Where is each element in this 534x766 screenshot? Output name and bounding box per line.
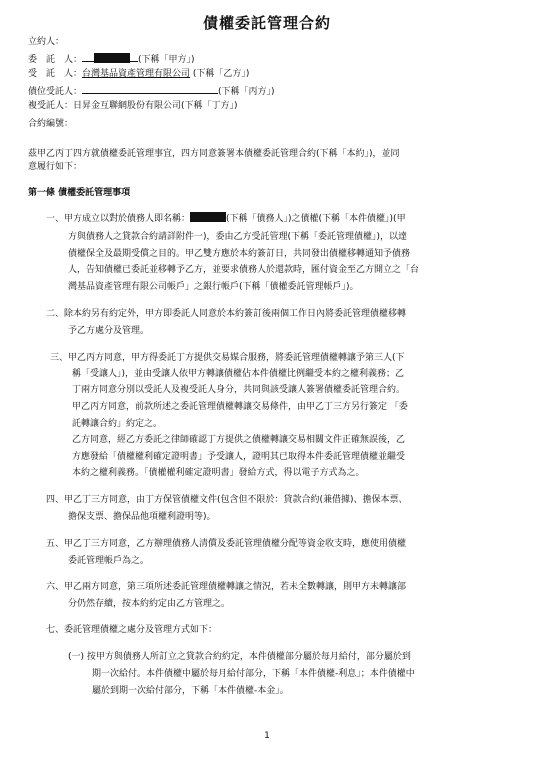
buyer-line: [28, 84, 275, 98]
item-6-line-1: 六、甲乙兩方同意，第三項所述委託管理債權轉讓之情況，若未全數轉讓，則甲方未轉讓部: [46, 582, 407, 592]
principal-suffix: (下稱「甲方」): [138, 55, 195, 65]
intro-line-2: 意履行如下：: [28, 162, 83, 172]
escrow-name: 日昇金互聯網股份有限公司(下稱「丁方」): [73, 101, 238, 111]
buyer-label: 債位受託人：: [28, 87, 83, 97]
item-3-line-1: 三、甲乙丙方同意，甲方得委託丁方提供交易媒合服務，將委託管理債權轉讓予第三人(下: [50, 353, 405, 363]
item-1-suffix: (下稱「債務人」)之債權(下稱「本件債權」)(甲: [226, 214, 406, 224]
item-3-line-7: 方應發給「債權權利確定證明書」予受讓人，證明其已取得本件委託管理債權並繼受: [72, 452, 406, 462]
item-5-line-1: 五、甲乙丁三方同意，乙方辦理債務人清償及委託管理債權分配等資金收支時，應使用債權: [46, 539, 407, 549]
redacted-debtor-name: [190, 212, 226, 222]
item-3-line-6: 乙方同意，經乙方委託之律師確認丁方提供之債權轉讓交易相關文件正確無誤後，乙: [72, 435, 406, 445]
sub-item-1-line-3: 屬於到期一次給付部分，下稱「本件債權-本金」。: [92, 686, 289, 696]
item-1-line-3: 債權保全及最期受償之目的。甲乙雙方應於本約簽訂日，共同發出債權移轉通知予債務: [68, 249, 411, 259]
item-3-line-4: 甲乙丙方同意，前款所述之委託管理債權轉讓交易條件，由甲乙丁三方另行簽定 「委: [72, 402, 408, 412]
document-title: 債權委託管理合約: [202, 14, 331, 32]
signatory-label: 立約人：: [28, 37, 65, 47]
principal-blank: [82, 52, 94, 62]
escrow-label: 複受託人：: [28, 101, 74, 111]
redacted-principal-name: [94, 53, 130, 63]
page-number: 1: [264, 731, 270, 741]
item-3-line-8: 本約之權利義務。「債權權利確定證明書」發給方式，得以電子方式為之。: [72, 468, 365, 478]
escrow-line: [28, 100, 238, 112]
agent-label: 受 託 人：: [28, 69, 83, 79]
item-1-line-1: [46, 212, 406, 225]
principal-label: 委 託 人：: [28, 55, 83, 65]
agent-suffix: (下稱「乙方」): [190, 69, 250, 79]
item-1-line-5: 灣基品資產管理有限公司帳戶」之銀行帳戶(下稱「債權委託管理帳戶」)。: [68, 282, 359, 292]
item-4-line-2: 擔保支票、擔保品他項權利證明等)。: [68, 512, 216, 522]
item-1-line-2: 方與債務人之貸款合約請詳附件一)，委由乙方受託管理(下稱「委託管理債權」)，以達: [68, 232, 408, 242]
agent-line: [28, 68, 249, 80]
principal-line: [28, 52, 195, 66]
item-6-line-2: 分仍然存續，按本約約定由乙方管理之。: [68, 599, 231, 609]
contract-number-label: 合約編號：: [28, 119, 74, 129]
intro-line-1: 茲甲乙丙丁四方就債權委託管理事宜，四方同意簽署本債權委託管理合約(下稱「本約」)，並同: [28, 149, 400, 159]
item-2-line-1: 二、除本約另有約定外，甲方即委託人同意於本約簽訂後兩個工作日內將委託管理債權移轉: [46, 309, 407, 319]
sub-item-1-line-1: (一) 按甲方與債務人所訂立之貸款合約約定，本件債權部分屬於每月給付，部分屬於到: [68, 652, 411, 662]
item-4-line-1: 四、甲乙丁三方同意，由丁方保管債權文件(包含但不限於：貸款合約(兼借據)、擔保本票、: [46, 495, 408, 505]
item-1-prefix: 一、甲方成立以對於債務人即名稱：: [46, 214, 191, 224]
item-7-line: 七、委託管理債權之處分及管理方式如下：: [46, 625, 218, 635]
section-1-heading: 第一條 債權委託管理事項: [28, 188, 131, 198]
item-3-line-5: 託轉讓合約」約定之。: [72, 419, 163, 429]
agent-name: 台灣基品資產管理有限公司: [82, 69, 191, 79]
item-2-line-2: 予乙方處分及管理。: [68, 326, 150, 336]
item-5-line-2: 委託管理帳戶為之。: [68, 556, 150, 566]
item-3-line-3: 丁兩方同意分別以受託人及複受託人身分，共同與該受讓人簽署債權委託管理合約。: [72, 385, 406, 395]
item-3-line-2: 稱「受讓人」)，並由受讓人依甲方轉讓債權佔本件債權比例繼受本約之權利義務；乙: [72, 369, 405, 379]
item-1-line-4: 人，告知債權已委託並移轉予乙方，並要求債務人於還款時，匯付資金至乙方開立之「台: [68, 265, 420, 275]
principal-blank-tail: [130, 52, 138, 62]
buyer-blank: [82, 84, 218, 94]
buyer-suffix: (下稱「丙方」): [218, 87, 275, 97]
sub-item-1-line-2: 期一次給付。本件債權中屬於每月給付部分，下稱「本件債權-利息」；本件債權中: [92, 669, 415, 679]
